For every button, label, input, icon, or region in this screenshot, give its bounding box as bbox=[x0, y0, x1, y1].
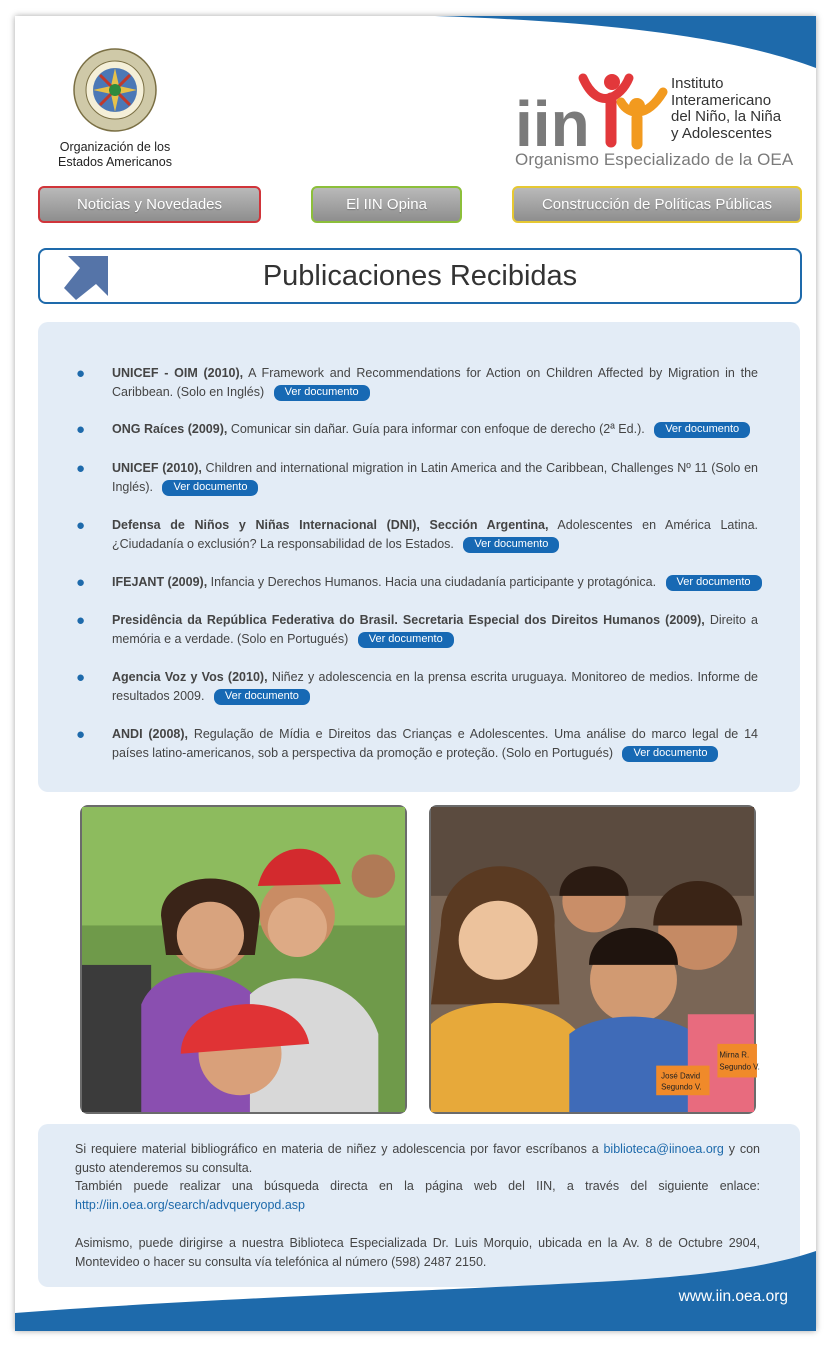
bullet-icon: ● bbox=[76, 365, 86, 382]
photo-illustration bbox=[431, 807, 760, 1112]
ver-documento-button[interactable]: Ver documento bbox=[654, 422, 750, 438]
svg-text:Segundo V.: Segundo V. bbox=[719, 1062, 760, 1072]
bullet-icon: ● bbox=[76, 517, 86, 534]
ver-documento-button[interactable]: Ver documento bbox=[666, 575, 762, 591]
info-paragraph: También puede realizar una búsqueda directa en la página web del IIN, a través del siguiente enlace: http://iin.oea.org/search/advqueryopd.asp bbox=[75, 1179, 760, 1212]
bullet-icon: ● bbox=[76, 421, 86, 438]
bullet-icon: ● bbox=[76, 669, 86, 686]
oea-seal-icon bbox=[73, 48, 157, 132]
bullet-icon: ● bbox=[76, 726, 86, 743]
children-photo-right bbox=[429, 805, 760, 1114]
page-title: Publicaciones Recibidas bbox=[262, 260, 578, 292]
bullet-icon: ● bbox=[76, 460, 86, 477]
oea-logo[interactable] bbox=[35, 48, 195, 170]
ver-documento-button[interactable]: Ver documento bbox=[214, 689, 310, 705]
iin-mark-icon bbox=[513, 68, 683, 158]
svg-text:Segundo V.: Segundo V. bbox=[661, 1082, 702, 1092]
ver-documento-button[interactable]: Ver documento bbox=[622, 746, 718, 762]
ver-documento-button[interactable]: Ver documento bbox=[463, 537, 559, 553]
iin-name: Instituto Interamericano del Niño, la Niña y Adolescentes bbox=[671, 75, 782, 142]
ver-documento-button[interactable]: Ver documento bbox=[358, 632, 454, 648]
children-photo-left bbox=[80, 805, 407, 1114]
publications-list bbox=[38, 322, 800, 792]
site-url-link[interactable]: www.iin.oea.org bbox=[678, 1288, 788, 1305]
list-item: ● ONG Raíces (2009), Comunicar sin dañar. Guía para informar con enfoque de derecho (2ª Ed.). Ver documento bbox=[112, 420, 802, 439]
list-item: ● IFEJANT (2009), Infancia y Derechos Humanos. Hacia una ciudadanía participante y protagónica. Ver documento bbox=[112, 573, 802, 592]
photo-illustration bbox=[82, 807, 405, 1112]
email-link[interactable]: biblioteca@iinoea.org bbox=[603, 1142, 724, 1156]
nav-opina-button[interactable]: El IIN Opina bbox=[311, 186, 462, 223]
nav-politicas-button[interactable]: Construcción de Políticas Públicas bbox=[512, 186, 802, 223]
info-paragraph: Asimismo, puede dirigirse a nuestra Biblioteca Especializada Dr. Luis Morquio, ubicada en la Av. 8 de Octubre 2904, Montevideo o hacer su consulta vía telefónica al número (598) 2487 2150. bbox=[75, 1236, 760, 1269]
info-paragraph: Si requiere material bibliográfico en materia de niñez y adolescencia por favor escríbanos a biblioteca@iinoea.org y con gusto atenderemos su consulta. bbox=[75, 1142, 760, 1175]
bullet-icon: ● bbox=[76, 612, 86, 629]
iin-logo[interactable] bbox=[513, 68, 803, 180]
iin-subtitle: Organismo Especializado de la OEA bbox=[515, 150, 794, 169]
svg-text:Mirna R.: Mirna R. bbox=[719, 1050, 750, 1060]
bullet-icon: ● bbox=[76, 574, 86, 591]
search-link[interactable]: http://iin.oea.org/search/advqueryopd.asp bbox=[75, 1197, 306, 1212]
list-item: ● ANDI (2008), Regulação de Mídia e Direitos das Crianças e Adolescentes. Uma análise do marco legal de 14 países latino-americanos, sob a perspectiva da promoção e proteção. (Solo en Portugués) Ver documento bbox=[76, 726, 758, 760]
list-item: ● UNICEF (2010), Children and international migration in Latin America and the Caribbean, Challenges Nº 11 (Solo en Inglés). Ver documento bbox=[76, 460, 758, 494]
nav-noticias-button[interactable]: Noticias y Novedades bbox=[38, 186, 261, 223]
ver-documento-button[interactable]: Ver documento bbox=[162, 480, 258, 496]
list-item: ● Defensa de Niños y Niñas Internacional (DNI), Sección Argentina, Adolescentes en América Latina. ¿Ciudadanía o exclusión? La responsabilidad de los Estados. Ver documento bbox=[76, 517, 759, 551]
newsletter-frame bbox=[15, 16, 816, 1331]
svg-text:José David: José David bbox=[661, 1071, 701, 1081]
list-item: ● Agencia Voz y Vos (2010), Niñez y adolescencia en la prensa escrita uruguaya. Monitoreo de medios. Informe de resultados 2009. Ver documento bbox=[76, 669, 758, 703]
list-item: ● UNICEF - OIM (2010), A Framework and Recommendations for Action on Children Affected by Migration in the Caribbean. (Solo en Inglés) Ver documento bbox=[76, 365, 758, 399]
ver-documento-button[interactable]: Ver documento bbox=[274, 385, 370, 401]
list-item: ● Presidência da República Federativa do Brasil. Secretaria Especial dos Direitos Humanos (2009), Direito a memória e a verdade. (Solo en Portugués) Ver documento bbox=[76, 612, 758, 646]
oea-name: Organización de los Estados Americanos bbox=[58, 140, 172, 169]
title-bar bbox=[38, 248, 802, 304]
svg-text:iin: iin bbox=[515, 88, 590, 160]
